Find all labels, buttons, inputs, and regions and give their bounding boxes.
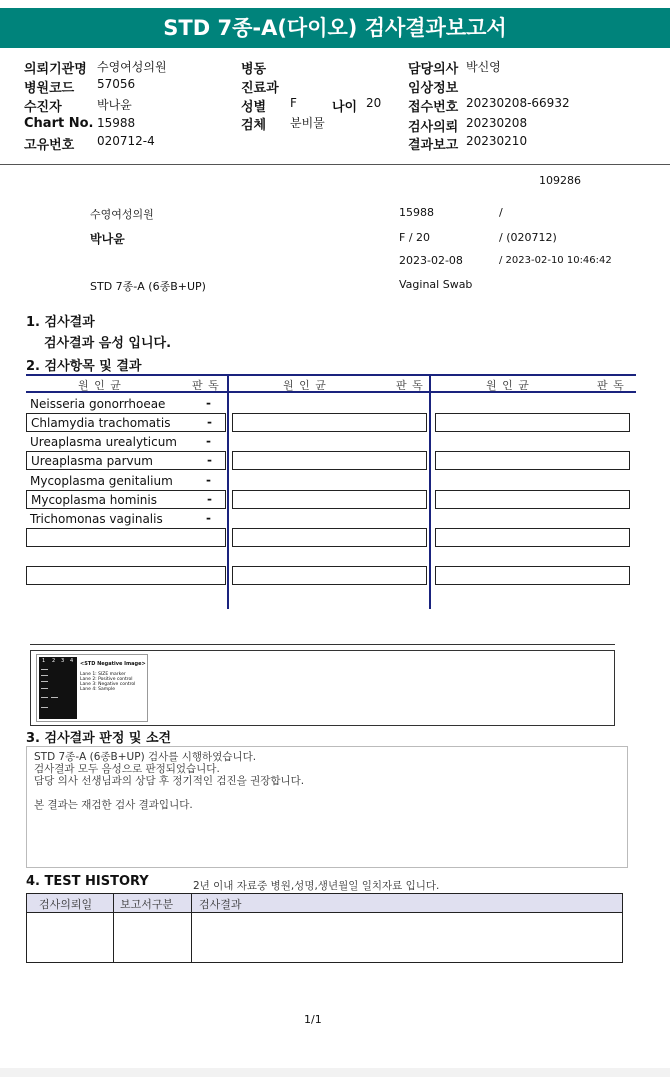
report-title: STD 7종-A(다이오) 검사결과보고서: [0, 8, 670, 48]
gel-top-rule: [30, 644, 615, 645]
result-row: [26, 490, 226, 509]
dept-label: 진료과: [241, 81, 279, 96]
organism-name: Chlamydia trachomatis: [31, 416, 171, 430]
history-col-divider: [113, 894, 114, 962]
chart-no-value: 15988: [97, 116, 136, 130]
organism-result: -: [207, 415, 212, 429]
opinion-line: 검사결과 모두 음성으로 판정되었습니다.: [34, 763, 220, 775]
gel-image: [36, 654, 148, 722]
empty-cell: [232, 566, 427, 585]
section-1-text: 검사결과 음성 입니다.: [44, 336, 172, 351]
label-test: STD 7종-A (6종B+UP): [90, 280, 206, 293]
result-row: [26, 433, 226, 451]
gel-legend: Lane 3: Negative control: [80, 682, 136, 687]
empty-cell: [435, 566, 630, 585]
organism-name: Neisseria gonorrhoeae: [30, 397, 166, 411]
empty-cell: [232, 451, 427, 470]
label-code: 109286: [539, 174, 581, 187]
ward-label: 병동: [241, 62, 267, 77]
specimen-label: 검체: [241, 118, 267, 133]
label-specimen: Vaginal Swab: [399, 278, 473, 291]
opinion-line: STD 7종-A (6종B+UP) 검사를 시행하였습니다.: [34, 751, 257, 763]
section-3-title: 3. 검사결과 판정 및 소견: [26, 731, 172, 746]
empty-cell: [232, 490, 427, 509]
section-2-title: 2. 검사항목 및 결과: [26, 359, 142, 374]
gel-lane-label: 4: [70, 658, 74, 664]
age-value: 20: [366, 96, 382, 110]
chart-no-label: Chart No.: [24, 116, 94, 131]
report-value: 20230210: [466, 134, 528, 148]
gel-lane-label: 2: [52, 658, 56, 664]
gel-legend: Lane 1: SIZE marker: [80, 672, 126, 677]
age-label: 나이: [332, 100, 358, 115]
gel-band: [51, 697, 58, 698]
col-judgement-header: 판 독: [396, 379, 424, 392]
empty-cell: [435, 413, 630, 432]
col-organism-header: 원 인 균: [283, 379, 327, 392]
history-table: [26, 893, 623, 963]
organism-name: Trichomonas vaginalis: [30, 512, 163, 526]
history-header: [27, 894, 622, 913]
section-4-title: 4. TEST HISTORY: [26, 874, 149, 889]
gel-photo: [39, 657, 77, 719]
col-organism-header: 원 인 균: [78, 379, 122, 392]
hospital-code-label: 병원코드: [24, 81, 75, 96]
organism-name: Ureaplasma urealyticum: [30, 435, 177, 449]
request-value: 20230208: [466, 116, 528, 130]
empty-cell: [232, 413, 427, 432]
unique-no-value: 020712-4: [97, 134, 155, 148]
table-top-rule: [26, 374, 636, 376]
empty-cell: [435, 451, 630, 470]
history-col-divider: [191, 894, 192, 962]
gel-lane-label: 3: [61, 658, 65, 664]
gel-legend: Lane 2: Positive control: [80, 677, 133, 682]
organism-name: Mycoplasma hominis: [31, 493, 157, 507]
history-col-report-type: 보고서구분: [120, 898, 174, 911]
result-row: [26, 472, 226, 490]
sex-value: F: [290, 96, 297, 110]
reception-label: 접수번호: [408, 100, 459, 115]
request-label: 검사의뢰: [408, 120, 459, 135]
gel-image-box: [30, 650, 615, 726]
gel-band: [41, 669, 48, 670]
history-col-request-date: 검사의뢰일: [39, 898, 93, 911]
patient-label: 수진자: [24, 100, 62, 115]
report-label: 결과보고: [408, 138, 459, 153]
organism-name: Mycoplasma genitalium: [30, 474, 173, 488]
empty-cell: [435, 528, 630, 547]
organism-result: -: [206, 396, 211, 410]
organism-result: -: [206, 511, 211, 525]
opinion-line: 담당 의사 선생님과의 상담 후 정기적인 검진을 권장합니다.: [34, 775, 305, 787]
gel-lane-label: 1: [42, 658, 46, 664]
label-date1: 2023-02-08: [399, 254, 463, 267]
doctor-label: 담당의사: [408, 62, 459, 77]
label-chart-no: 15988: [399, 206, 434, 219]
organism-result: -: [206, 434, 211, 448]
history-note: 2년 이내 자료중 병원,성명,생년월일 일치자료 입니다.: [193, 880, 440, 892]
empty-cell: [26, 566, 226, 585]
sex-label: 성별: [241, 100, 267, 115]
label-patient: 박나윤: [90, 232, 125, 246]
label-slash: /: [499, 206, 503, 219]
gel-band: [41, 707, 48, 708]
clinical-label: 임상정보: [408, 81, 459, 96]
col-judgement-header: 판 독: [597, 379, 625, 392]
label-id: / (020712): [499, 231, 557, 244]
result-row: [26, 451, 226, 470]
doctor-value: 박신영: [466, 60, 501, 74]
gel-band: [41, 697, 48, 698]
gel-band: [41, 688, 48, 689]
opinion-spacer: [34, 787, 620, 799]
result-row: [26, 395, 226, 413]
header-divider: [0, 164, 670, 165]
organism-result: -: [206, 473, 211, 487]
organism-name: Ureaplasma parvum: [31, 454, 153, 468]
institution-value: 수영여성의원: [97, 60, 167, 74]
organism-result: -: [207, 453, 212, 467]
institution-label: 의뢰기관명: [24, 62, 87, 77]
label-sex-age: F / 20: [399, 231, 431, 244]
empty-cell: [232, 528, 427, 547]
table-col-divider: [429, 376, 431, 609]
opinion-box: [26, 746, 628, 868]
page-number: 1/1: [304, 1013, 322, 1026]
specimen-value: 분비물: [290, 116, 325, 130]
gel-band: [41, 681, 48, 682]
reception-value: 20230208-66932: [466, 96, 570, 110]
col-organism-header: 원 인 균: [486, 379, 530, 392]
result-row: [26, 510, 226, 528]
table-col-divider: [227, 376, 229, 609]
organism-result: -: [207, 492, 212, 506]
gel-title: <STD Negative Image>: [80, 661, 146, 667]
hospital-code-value: 57056: [97, 77, 136, 91]
gel-band: [41, 675, 48, 676]
label-datetime2: / 2023-02-10 10:46:42: [499, 255, 612, 266]
history-col-result: 검사결과: [199, 898, 242, 911]
label-institution: 수영여성의원: [90, 208, 154, 221]
patient-value: 박나윤: [97, 98, 132, 112]
empty-cell: [435, 490, 630, 509]
empty-cell: [26, 528, 226, 547]
section-1-title: 1. 검사결과: [26, 315, 95, 330]
gel-legend: Lane 4: Sample: [80, 687, 115, 692]
col-judgement-header: 판 독: [192, 379, 220, 392]
opinion-line: 본 결과는 재검한 검사 결과입니다.: [34, 799, 193, 811]
result-row: [26, 413, 226, 432]
unique-no-label: 고유번호: [24, 138, 75, 153]
